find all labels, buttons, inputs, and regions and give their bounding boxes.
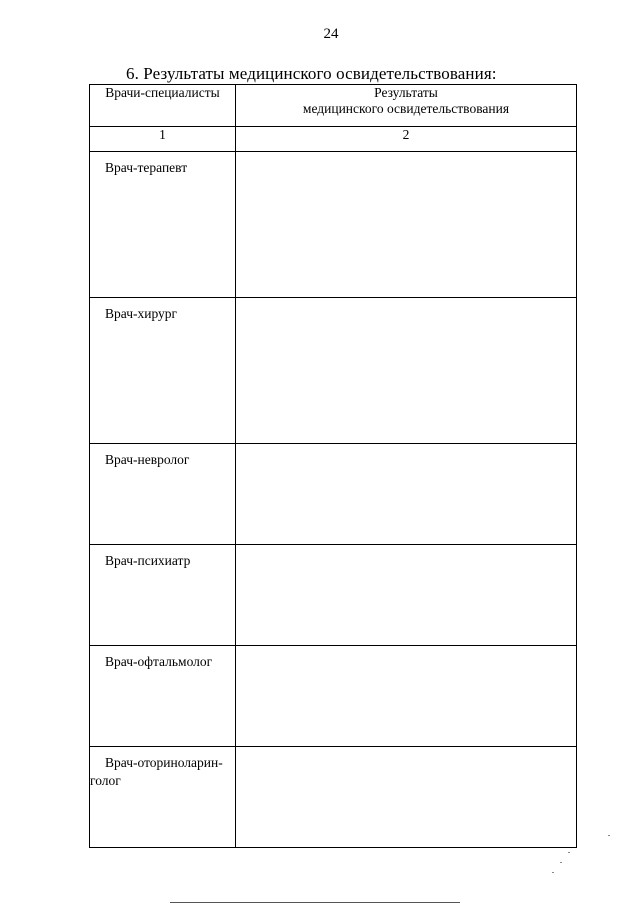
page-number: 24 bbox=[323, 26, 339, 42]
table-row bbox=[90, 444, 577, 545]
result-cell-neurologist[interactable] bbox=[236, 444, 577, 545]
section-title: 6. Результаты медицинского освидетельствования: bbox=[126, 64, 497, 83]
result-cell-therapist[interactable] bbox=[236, 152, 577, 298]
column-number-row bbox=[90, 127, 577, 152]
specialist-neurologist: Врач-невролог bbox=[105, 452, 190, 467]
column-number-2: 2 bbox=[236, 127, 577, 152]
scan-speck bbox=[568, 852, 570, 853]
header-results-line1: Результаты bbox=[374, 85, 438, 100]
table-row bbox=[90, 646, 577, 747]
header-results-line2: медицинского освидетельствования bbox=[302, 101, 510, 116]
result-cell-ophthalmologist[interactable] bbox=[236, 646, 577, 747]
specialist-cell bbox=[90, 152, 236, 298]
column-number-1: 1 bbox=[90, 127, 236, 152]
specialist-cell bbox=[90, 747, 236, 848]
scan-speck bbox=[552, 872, 554, 873]
result-cell-surgeon[interactable] bbox=[236, 298, 577, 444]
specialist-cell bbox=[90, 298, 236, 444]
specialist-ophthalmologist: Врач-офтальмолог bbox=[105, 654, 213, 669]
medical-results-table bbox=[89, 84, 577, 848]
table-row bbox=[90, 747, 577, 848]
specialist-surgeon: Врач-хирург bbox=[105, 306, 178, 321]
specialist-cell bbox=[90, 646, 236, 747]
header-specialists bbox=[90, 85, 236, 127]
table-row bbox=[90, 152, 577, 298]
specialist-psychiatrist: Врач-психиатр bbox=[105, 553, 191, 568]
specialist-therapist: Врач-терапевт bbox=[105, 160, 188, 175]
header-specialists-label: Врачи-специалисты bbox=[105, 85, 220, 100]
table-row bbox=[90, 545, 577, 646]
specialist-cell bbox=[90, 444, 236, 545]
scan-speck bbox=[560, 862, 562, 863]
scan-edge-line bbox=[170, 902, 460, 903]
result-cell-psychiatrist[interactable] bbox=[236, 545, 577, 646]
result-cell-otorhinolaryngologist[interactable] bbox=[236, 747, 577, 848]
specialist-otorhinolaryngologist: Врач-оториноларин-голог bbox=[90, 755, 223, 788]
scan-speck bbox=[608, 835, 610, 836]
table-header-row bbox=[90, 85, 577, 127]
header-results bbox=[236, 85, 577, 127]
table-row bbox=[90, 298, 577, 444]
specialist-cell bbox=[90, 545, 236, 646]
